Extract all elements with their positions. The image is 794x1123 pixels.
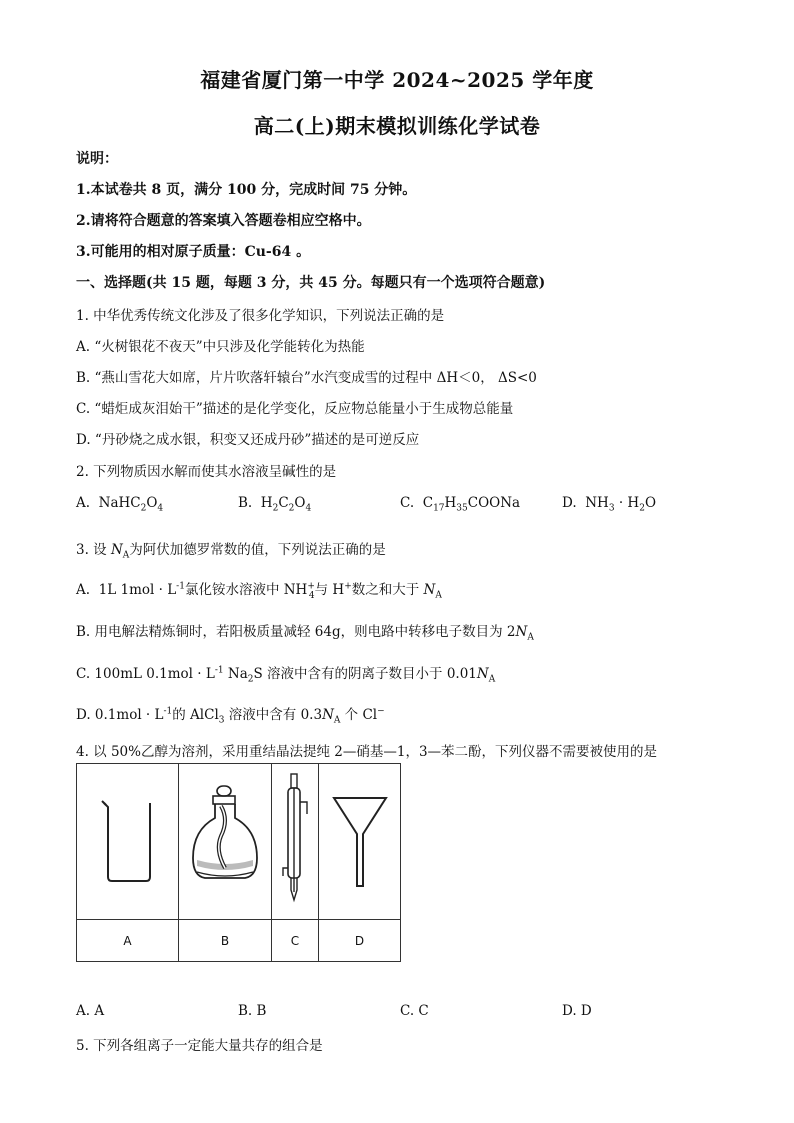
funnel-cell: [319, 764, 401, 920]
note-2: 2.请将符合题意的答案填入答题卷相应空格中。: [76, 213, 371, 229]
condenser-cell: [272, 764, 319, 920]
alcohol-lamp-icon: [185, 780, 265, 900]
q4-option-d: D. D: [562, 1003, 592, 1019]
q3-option-c: C. 100mL $0.1mol \cdot L^{-1}$ $Na_2S$ 溶液中含有的阴离子数目小于 $0.01N_A$: [76, 665, 496, 685]
q2-stem: 2. 下列物质因水解而使其水溶液呈碱性的是: [76, 464, 337, 480]
q2-option-a: A. $NaHC_2O_4$: [76, 495, 164, 514]
q4-stem: 4. 以 50%乙醇为溶剂，采用重结晶法提纯 2—硝基—1，3—苯二酚，下列仪器不需要被使用的是: [76, 744, 658, 760]
condenser-icon: [275, 772, 315, 908]
q1-option-b: B. “燕山雪花大如席，片片吹落轩辕台”水汽变成雪的过程中 ΔH＜0， ΔS<0: [76, 370, 537, 386]
q4-option-a: A. A: [76, 1003, 105, 1019]
q2-option-c: C. $C_{17}H_{35}COONa$: [400, 495, 521, 514]
q1-option-a: A. “火树银花不夜天”中只涉及化学能转化为热能: [76, 339, 365, 355]
cell-label-d: D: [319, 920, 401, 962]
q2-option-d: D. $NH_3 \cdot H_2O$: [562, 495, 657, 514]
q1-option-d: D. “丹砂烧之成水银，积变又还成丹砂”描述的是可逆反应: [76, 432, 420, 448]
q3-option-d: D. $0.1mol \cdot L^{-1}$的 AlCl$_3$ 溶液中含有 $0.3N_A$ 个 Cl−: [76, 706, 385, 726]
apparatus-table: [76, 763, 401, 962]
beaker-cell: [77, 764, 179, 920]
cell-label-a: A: [77, 920, 179, 962]
q3-option-b: B. 用电解法精炼铜时，若阳极质量减轻 64g，则电路中转移电子数目为 $2N_A$: [76, 624, 534, 643]
section-heading: 一、选择题(共 15 题，每题 3 分，共 45 分。每题只有一个选项符合题意): [76, 275, 546, 291]
q2-option-b: B. $H_2C_2O_4$: [238, 495, 312, 514]
beaker-icon: [98, 795, 158, 885]
exam-title-line1: 福建省厦门第一中学 2024~2025 学年度: [200, 68, 594, 92]
note-3: 3.可能用的相对原子质量：Cu-64 。: [76, 244, 311, 260]
exam-title-line2: 高二(上)期末模拟训练化学试卷: [253, 114, 541, 138]
q1-stem: 1. 中华优秀传统文化涉及了很多化学知识，下列说法正确的是: [76, 308, 445, 324]
q3-option-a: A. 1L $1mol \cdot L^{-1}$氯化铵水溶液中 $NH^+_4$与 H+数之和大于 $N_A$: [76, 581, 442, 601]
cell-label-b: B: [179, 920, 272, 962]
q5-stem: 5. 下列各组离子一定能大量共存的组合是: [76, 1038, 323, 1054]
cell-label-c: C: [272, 920, 319, 962]
note-1: 1.本试卷共 8 页，满分 100 分，完成时间 75 分钟。: [76, 182, 417, 198]
q4-option-b: B. B: [238, 1003, 267, 1019]
q3-stem: 3. 设 $N_A$为阿伏加德罗常数的值，下列说法正确的是: [76, 542, 386, 561]
q4-option-c: C. C: [400, 1003, 429, 1019]
alcohol-lamp-cell: [179, 764, 272, 920]
notes-label: 说明：: [76, 151, 118, 167]
funnel-icon: [330, 790, 390, 890]
q1-option-c: C. “蜡炬成灰泪始干”描述的是化学变化，反应物总能量小于生成物总能量: [76, 401, 514, 417]
